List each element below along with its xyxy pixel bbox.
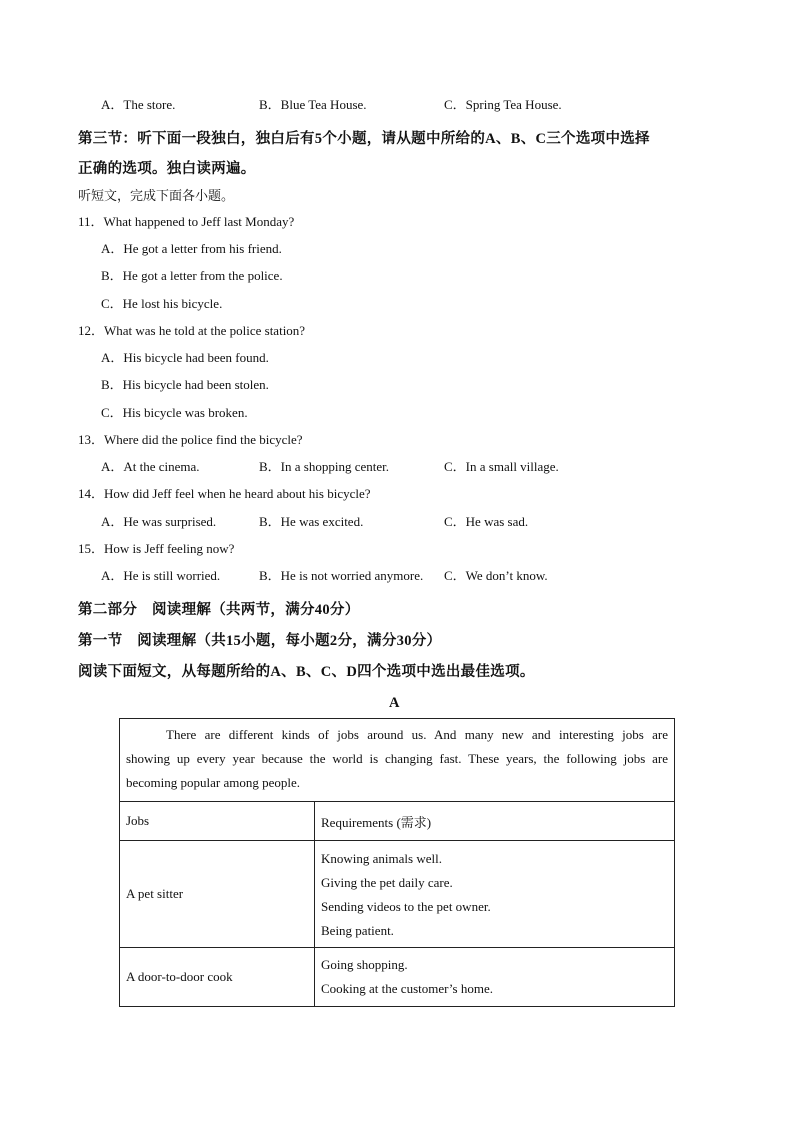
section3-header-line1: 第三节：听下面一段独白，独白后有5个小题，请从题中所给的A、B、C三个选项中选择 bbox=[78, 131, 650, 147]
requirement-item: Giving the pet daily care. bbox=[321, 874, 453, 890]
header-jobs: Jobs bbox=[126, 813, 150, 828]
question-option: A．He got a letter from his friend. bbox=[101, 241, 282, 256]
passage-label: A bbox=[389, 695, 400, 711]
requirements-cell bbox=[315, 841, 675, 948]
prev-option-c: C．Spring Tea House. bbox=[444, 97, 562, 112]
jobs-table bbox=[119, 718, 675, 1007]
question-option: B．He was excited. bbox=[259, 514, 364, 529]
question-option: B．In a shopping center. bbox=[259, 459, 389, 474]
section3-header-line2: 正确的选项。独白读两遍。 bbox=[78, 161, 256, 177]
part2-section1-header: 第一节 阅读理解（共15小题，每小题2分，满分30分） bbox=[78, 633, 442, 649]
requirement-item: Cooking at the customer’s home. bbox=[321, 981, 493, 996]
question-option: C．He lost his bicycle. bbox=[101, 296, 223, 311]
question-stem: 14．How did Jeff feel when he heard about his bicycle? bbox=[78, 486, 371, 501]
question-option: B．He is not worried anymore. bbox=[259, 568, 424, 583]
question-option: B．He got a letter from the police. bbox=[101, 268, 283, 283]
question-option: C．In a small village. bbox=[444, 459, 559, 474]
part2-instruction: 阅读下面短文，从每题所给的A、B、C、D四个选项中选出最佳选项。 bbox=[78, 664, 535, 680]
requirement-item: Knowing animals well. bbox=[321, 850, 442, 866]
question-stem: 11．What happened to Jeff last Monday? bbox=[78, 214, 295, 229]
question-option: B．His bicycle had been stolen. bbox=[101, 377, 269, 392]
table-row bbox=[120, 948, 675, 1007]
section3-instruction: 听短文，完成下面各小题。 bbox=[78, 188, 235, 203]
job-name: A door-to-door cook bbox=[126, 969, 233, 984]
question-stem: 12．What was he told at the police station? bbox=[78, 323, 306, 338]
question-option: C．He was sad. bbox=[444, 514, 529, 529]
table-intro-row bbox=[120, 719, 675, 802]
table-intro-cell bbox=[120, 719, 675, 802]
requirement-item: Being patient. bbox=[321, 922, 394, 938]
question-option: A．At the cinema. bbox=[101, 459, 200, 474]
question-option: A．He was surprised. bbox=[101, 514, 217, 529]
job-cell bbox=[120, 948, 315, 1007]
intro-line: There are different kinds of jobs around us. And many new and interesting jobs are bbox=[166, 727, 668, 742]
job-name: A pet sitter bbox=[126, 886, 184, 901]
question-option: A．His bicycle had been found. bbox=[101, 350, 269, 365]
header-requirements: Requirements (需求) bbox=[321, 814, 432, 830]
question-option: C．His bicycle was broken. bbox=[101, 405, 248, 420]
prev-option-b: B．Blue Tea House. bbox=[259, 97, 367, 112]
intro-line: showing up every year because the world is changing fast. These years, the following jobs are bbox=[126, 751, 668, 766]
requirement-item: Going shopping. bbox=[321, 957, 408, 972]
question-option: C．We don’t know. bbox=[444, 568, 548, 583]
prev-option-a: A．The store. bbox=[101, 97, 176, 112]
question-stem: 15．How is Jeff feeling now? bbox=[78, 541, 235, 556]
table-row bbox=[120, 841, 675, 948]
part2-header: 第二部分 阅读理解（共两节，满分40分） bbox=[78, 602, 360, 618]
header-requirements-cell bbox=[315, 802, 675, 841]
intro-paragraph bbox=[120, 719, 674, 801]
question-option: A．He is still worried. bbox=[101, 568, 221, 583]
requirement-item: Sending videos to the pet owner. bbox=[321, 898, 491, 914]
header-jobs-cell bbox=[120, 802, 315, 841]
intro-line: becoming popular among people. bbox=[126, 775, 301, 790]
job-cell bbox=[120, 841, 315, 948]
requirements-cell bbox=[315, 948, 675, 1007]
table-header-row bbox=[120, 802, 675, 841]
question-stem: 13．Where did the police find the bicycle? bbox=[78, 432, 303, 447]
